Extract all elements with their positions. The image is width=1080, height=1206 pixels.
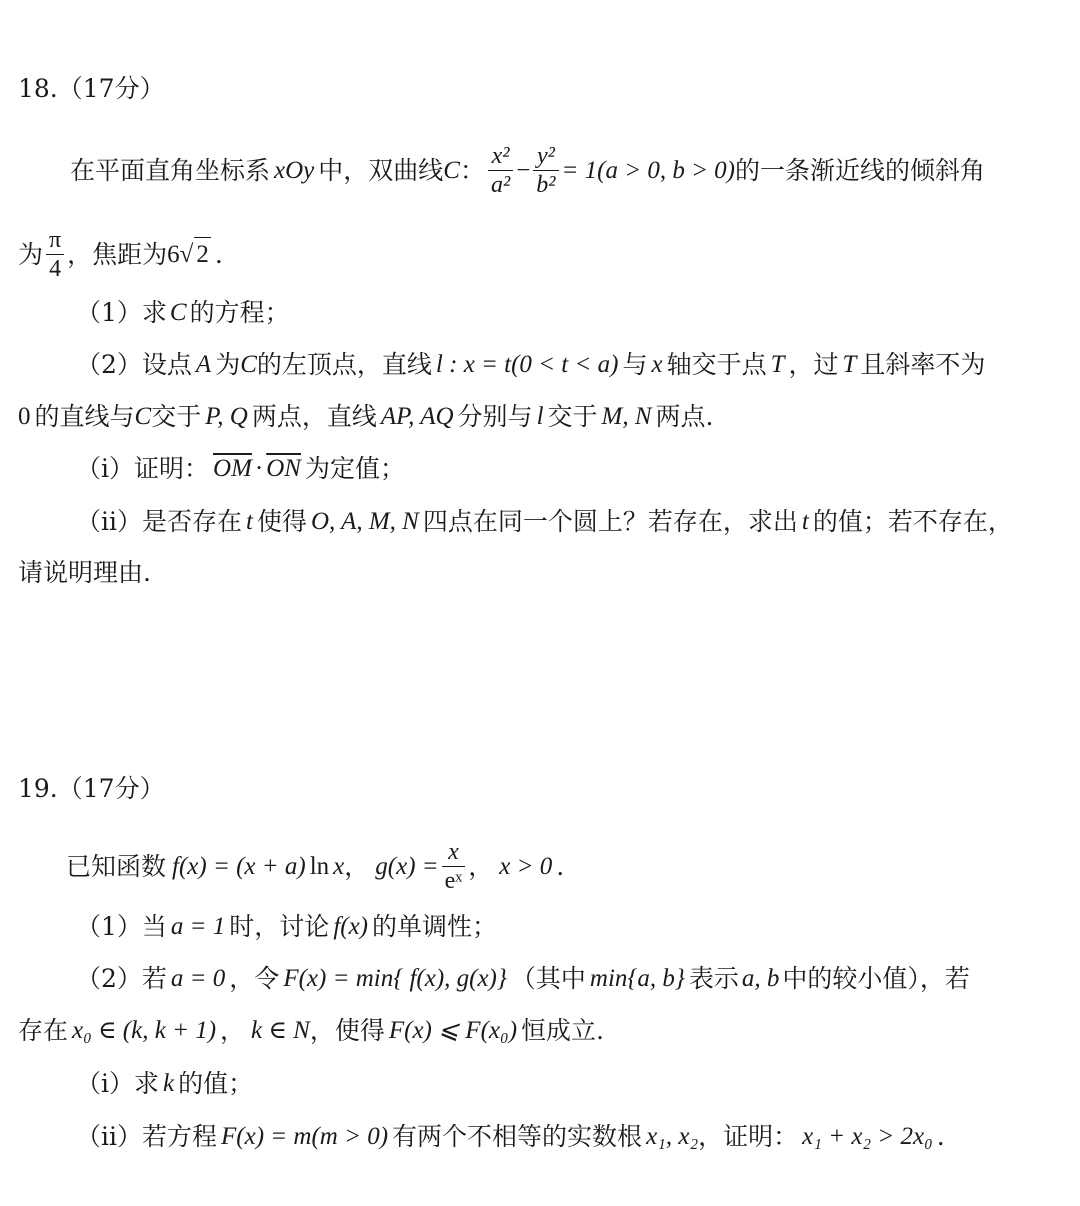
q18-sub-ii-line2 <box>18 556 151 590</box>
text: 分别与 <box>457 402 533 431</box>
x0-interval: x₀ ∈ (k, k + 1) <box>72 1017 217 1044</box>
q19-sub-ii <box>76 1120 945 1154</box>
text: 中的较小值），若 <box>782 964 970 993</box>
text: 为 <box>215 350 241 379</box>
text: 求 <box>141 298 167 327</box>
text: 证明： <box>134 454 210 483</box>
sub-label: （ii） <box>76 1122 142 1151</box>
function-F-def: F(x) = min{ f(x), g(x)} <box>283 965 507 992</box>
text: 在平面直角坐标系 <box>70 155 271 185</box>
text: ， <box>344 851 370 881</box>
text: 为定值； <box>304 454 405 483</box>
line-l-def: l : x = t(0 < t < a) <box>435 351 619 378</box>
q19-part2-line2 <box>18 1014 604 1048</box>
sqrt-radicand: 2 <box>194 237 211 272</box>
q18-sub-ii-line1 <box>76 505 1013 539</box>
q18-stem-line1 <box>70 142 985 199</box>
fraction-pi-4: $\frac{\pi}{4}$ <box>46 226 64 283</box>
text: 交于 <box>547 402 598 431</box>
function-f: f(x) <box>333 913 369 940</box>
fraction-y2-b2: $\frac{\text{y²}}{\text{b²}}$ <box>533 142 558 199</box>
ln-operator: ln <box>309 852 330 880</box>
point-T: T <box>842 351 857 378</box>
line-l: l <box>536 403 544 430</box>
text: 两点. <box>655 402 714 431</box>
points-OAMN: O, A, M, N <box>310 508 419 535</box>
q19-sub-i <box>76 1067 253 1101</box>
text: 存在 <box>18 1016 69 1045</box>
x-axis-var: x <box>651 351 663 378</box>
text: 求 <box>134 1069 160 1098</box>
q19-header <box>18 772 165 806</box>
text: ，过 <box>788 350 839 379</box>
points-MN: M, N <box>601 403 652 430</box>
text: 的方程； <box>189 298 290 327</box>
var-t: t <box>246 508 253 535</box>
point-T: T <box>770 351 785 378</box>
text: 与 <box>622 350 648 379</box>
dot-product: · <box>254 455 264 482</box>
k-in-N: k ∈ N <box>251 1017 310 1044</box>
inequality-F: F(x) ⩽ F(x₀) <box>388 1017 518 1044</box>
part-label: （1） <box>76 298 142 327</box>
condition-a1: a = 1 <box>170 913 226 940</box>
point-A: A <box>195 351 212 378</box>
fraction-x-ex: $\frac{x}{\text{eˣ}}$ <box>442 838 466 895</box>
sub-label: （i） <box>76 454 134 483</box>
text: 已知函数 <box>66 851 167 881</box>
text: 的值； <box>178 1069 254 1098</box>
text: . <box>556 851 565 881</box>
curve-C: C <box>443 156 460 184</box>
text: 的左顶点，直线 <box>256 350 432 379</box>
q18-part2-line1 <box>76 348 985 382</box>
text: 且斜率不为 <box>860 350 986 379</box>
inequality-roots: x₁ + x₂ > 2x₀ <box>802 1123 933 1150</box>
sub-label: （ii） <box>76 507 142 536</box>
fraction-x2-a2: $\frac{\text{x²}}{\text{a²}}$ <box>488 142 513 199</box>
min-def: min{a, b} <box>589 965 685 992</box>
text: 四点在同一个圆上？若存在，求出 <box>422 507 798 536</box>
minus-sign: − <box>516 156 531 184</box>
text: 的直线与 <box>34 402 135 431</box>
text: . <box>936 1122 945 1151</box>
condition-a0: a = 0 <box>170 965 226 992</box>
text: 中，双曲线 <box>318 155 444 185</box>
q18-number: 18.（17分） <box>18 74 165 103</box>
var-t: t <box>801 508 809 535</box>
text: 的一条渐近线的倾斜角 <box>735 155 986 185</box>
zero: 0 <box>18 403 31 430</box>
part-label: （2） <box>76 964 142 993</box>
part-label: （1） <box>76 912 142 941</box>
hyperbola-condition: = 1(a > 0, b > 0) <box>561 156 736 184</box>
q18-part2-line2 <box>18 400 713 434</box>
curve-C: C <box>169 299 187 326</box>
text: 交于 <box>151 402 202 431</box>
q19-stem <box>66 838 564 895</box>
text: . <box>214 239 223 269</box>
q18-stem-line2 <box>18 226 223 283</box>
text: 时，讨论 <box>229 912 330 941</box>
text: ： <box>459 155 485 185</box>
sub-label: （i） <box>76 1069 134 1098</box>
vector-ON: $\overline{ON}$ <box>266 455 301 482</box>
text: 请说明理由. <box>18 558 151 587</box>
text: （其中 <box>510 964 586 993</box>
text: 的值；若不存在， <box>812 507 1013 536</box>
text: 轴交于点 <box>666 350 767 379</box>
text: 是否存在 <box>142 507 243 536</box>
var-k: k <box>163 1070 175 1097</box>
text: 表示 <box>688 964 739 993</box>
equation-F-m: F(x) = m(m > 0) <box>221 1123 389 1150</box>
text: 两点，直线 <box>251 402 377 431</box>
part-label: （2） <box>76 350 142 379</box>
text: ，令 <box>229 964 280 993</box>
function-f-def: f(x) = (x + a) <box>172 852 306 880</box>
focal-coefficient: 6 <box>167 240 180 268</box>
text: 为 <box>18 239 44 269</box>
text: ，焦距为 <box>67 239 168 269</box>
q18-header <box>18 72 165 106</box>
text: ， <box>468 851 494 881</box>
points-PQ: P, Q <box>205 403 248 430</box>
vars-ab: a, b <box>741 965 780 992</box>
coord-system: xOy <box>274 156 315 184</box>
q19-part2-line1 <box>76 962 970 996</box>
text: 恒成立. <box>521 1016 604 1045</box>
text: 当 <box>141 912 167 941</box>
text: ， <box>220 1016 246 1045</box>
lines-AP-AQ: AP, AQ <box>380 403 454 430</box>
vector-OM: $\overline{OM}$ <box>213 455 252 482</box>
curve-C: C <box>240 351 257 378</box>
text: 有两个不相等的实数根 <box>392 1122 643 1151</box>
q18-part1 <box>76 296 290 330</box>
q19-part1 <box>76 910 497 944</box>
text: ，使得 <box>309 1016 385 1045</box>
function-g-def: g(x) = <box>375 852 439 880</box>
sqrt-symbol: √ <box>179 240 194 268</box>
text: 设点 <box>141 350 192 379</box>
curve-C: C <box>134 403 152 430</box>
var-x: x <box>333 852 345 880</box>
text: 的单调性； <box>372 912 498 941</box>
q19-number: 19.（17分） <box>18 774 165 803</box>
text: ，证明： <box>698 1122 799 1151</box>
domain-condition: x > 0 <box>499 852 553 880</box>
text: 若方程 <box>142 1122 218 1151</box>
text: 若 <box>141 964 167 993</box>
text: 使得 <box>256 507 307 536</box>
roots-x1-x2: x₁, x₂ <box>646 1123 699 1150</box>
q18-sub-i <box>76 452 405 486</box>
